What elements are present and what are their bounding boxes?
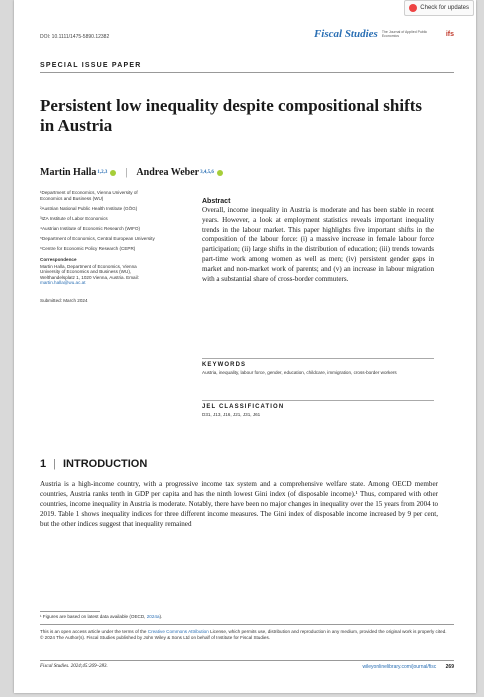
orcid-icon[interactable]	[110, 170, 116, 176]
abstract-heading: Abstract	[202, 198, 231, 205]
doi[interactable]: DOI: 10.1111/1475-5890.12382	[40, 34, 110, 40]
license-divider	[40, 624, 454, 625]
creative-commons-link[interactable]: Creative Commons Attribution	[147, 629, 209, 634]
correspondence-text	[40, 264, 155, 286]
affiliations-column	[40, 190, 155, 308]
article-title: Persistent low inequality despite compositional shifts in Austria	[40, 96, 423, 135]
author-list	[40, 167, 223, 178]
page-number: 269	[445, 664, 454, 670]
keywords-text: Austria, inequality, labour force, gender, education, childcare, immigration, cross-border workers	[202, 370, 397, 375]
submitted-date: Submitted: March 2024	[40, 298, 88, 304]
correspondence-address: Martin Halla, Department of Economics, Vienna University of Economics and Business (WU), Welthandelsplatz 1, 1020 Vienna, Austria.	[40, 263, 137, 280]
journal-citation: Fiscal Studies. 2024;45:269–283.	[40, 664, 108, 669]
check-updates-label: Check for updates	[420, 5, 469, 11]
footnote-citation-link[interactable]: 2024a	[146, 614, 160, 619]
keywords-divider	[202, 358, 434, 359]
introduction-paragraph: Austria is a high-income country, with a progressive income tax system and a comprehensive welfare state. Among OECD member countries, Austria ranks tenth in GDP per capita and has the ninth lowest Gini index (of disposable income).¹ Thus, compared with other countries, income inequality in Austria is moderate. Notably, there have been no major changes in inequality over the 15 years from 2004 to 2019. Table 1 shows inequality indices for three different income measures. The Gini index of disposable income increased by 9 per cent, but the other indices suggest that inequality remained	[40, 480, 438, 528]
journal-tagline: The Journal of Applied Public Economics	[381, 30, 428, 38]
header-divider	[40, 72, 454, 73]
copyright-line: © 2024 The Author(s). Fiscal Studies published by John Wiley & Sons Ltd on behalf of Institute for Fiscal Studies.	[40, 635, 271, 640]
journal-logo	[314, 28, 454, 40]
footnote-divider	[40, 611, 100, 612]
affiliation: ⁵Department of Economics, Central European University	[40, 235, 155, 241]
license-text	[40, 629, 450, 641]
affiliation: ³IZA Institute of Labor Economics	[40, 215, 108, 221]
section-number: 1	[40, 458, 47, 470]
affiliation: ¹Department of Economics, Vienna University of Economics and Business (WU)	[40, 190, 138, 201]
correspondence-heading: Correspondence	[40, 257, 77, 263]
affiliation: ²Austrian National Public Health Institute (GÖG)	[40, 205, 138, 211]
abstract-block	[202, 198, 434, 284]
keywords-heading: KEYWORDS	[202, 362, 247, 368]
article-type: SPECIAL ISSUE PAPER	[40, 62, 142, 69]
jel-divider	[202, 400, 434, 401]
author-affil-refs[interactable]: 3,4,5,6	[200, 170, 214, 175]
email-label: Email:	[126, 274, 139, 280]
jel-codes: D31, J13, J16, J21, J31, J61	[202, 412, 261, 417]
license-line1-start: This is an open access article under the terms of the	[40, 629, 147, 634]
keywords-block	[202, 362, 434, 376]
journal-url-link[interactable]: wileyonlinelibrary.com/journal/fisc	[362, 664, 437, 670]
section-separator: |	[53, 458, 56, 470]
email-link[interactable]: martin.halla@wu.ac.at	[40, 280, 86, 286]
check-for-updates-badge[interactable]	[404, 0, 474, 16]
footnote	[40, 614, 162, 619]
footnote-text: ¹ Figures are based on latest data available (OECD,	[40, 614, 146, 619]
ifs-logo-icon: ifs	[445, 30, 454, 38]
footnote-end: ).	[159, 614, 163, 619]
jel-block	[202, 404, 434, 418]
paper-page	[14, 0, 476, 693]
page-footer-right	[362, 664, 454, 670]
abstract-text: Overall, income inequality in Austria is moderate and has been stable in recent years. However, a look at employment statistics reveals important inequality trends in the labour market. This paper highlights five important shifts in the composition of the labour force: (i) a massive increase in female labour force participation; (ii) large shifts in the distribution of education; (iii) trends towards part-time work among women as well as men; (iv) persistent gender gaps in market and non-market work of parents; and (v) an increase in labour migration with a substantial share of cross-border commuters.	[202, 206, 434, 283]
affiliation: ⁶Centre for Economic Policy Research (CEPR)	[40, 245, 136, 251]
author-separator: |	[125, 167, 128, 178]
journal-name: Fiscal Studies	[313, 28, 378, 40]
jel-heading: JEL CLASSIFICATION	[202, 404, 285, 410]
section-heading-introduction	[40, 458, 147, 470]
author-name[interactable]: Andrea Weber	[136, 167, 200, 178]
orcid-icon[interactable]	[217, 170, 223, 176]
affiliation: ⁴Austrian Institute of Economic Research (WIFO)	[40, 225, 141, 231]
author-affil-refs[interactable]: 1,2,3	[97, 170, 108, 175]
footer-divider	[40, 660, 454, 661]
author-name[interactable]: Martin Halla	[40, 167, 97, 178]
license-line1-end: License, which permits use, distribution and reproduction in any medium, provided the original work is properly cited.	[210, 629, 447, 634]
crossmark-icon	[409, 4, 417, 12]
section-title: INTRODUCTION	[62, 458, 148, 470]
